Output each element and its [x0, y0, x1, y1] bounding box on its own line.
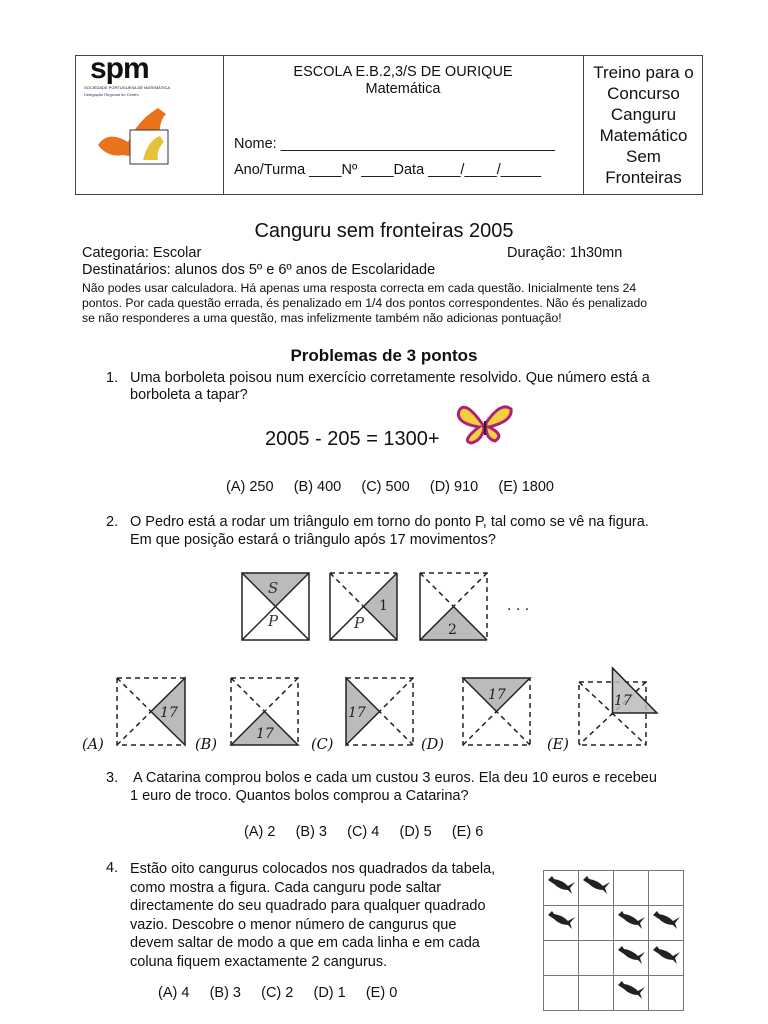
- question-text: Em que posição estará o triângulo após 17 movimentos?: [130, 532, 496, 548]
- kangaroo-icon: [651, 909, 681, 931]
- ellipsis: . . .: [507, 598, 530, 614]
- subject: Matemática: [365, 81, 441, 97]
- grid-cell: [544, 906, 579, 941]
- question-number: 4.: [106, 860, 119, 876]
- category: Categoria: Escolar: [82, 245, 202, 261]
- spm-logo: [76, 52, 224, 194]
- contest-line: Canguru: [610, 105, 677, 124]
- question-text: directamente do seu quadrado para qualquer quadrado: [130, 898, 486, 914]
- question-number: 2.: [106, 514, 119, 530]
- grid-cell: [614, 976, 649, 1011]
- option-e: (E): [547, 737, 569, 753]
- kangaroo-icon: [616, 979, 646, 1001]
- question-text: A Catarina comprou bolos e cada um custou 3 euros. Ela deu 10 euros e recebeu: [133, 770, 657, 786]
- answer-options: (A) 2 (B) 3 (C) 4 (D) 5 (E) 6: [244, 824, 484, 840]
- label-s: S: [268, 579, 279, 597]
- rotation-figure: [0, 560, 768, 760]
- rules-line: pontos. Por cada questão errada, és penalizado em 1/4 dos pontos correspondentes. Não és penalizado: [82, 296, 648, 310]
- contest-line: Matemático: [599, 126, 688, 145]
- question-text: vazio. Descobre o menor número de cangurus que: [130, 916, 457, 933]
- grid-cell: [544, 871, 579, 906]
- kangaroo-icon: [581, 874, 611, 896]
- contest-line: Fronteiras: [605, 168, 682, 187]
- grid-cell: [544, 941, 579, 976]
- kangaroo-icon: [616, 909, 646, 931]
- kangaroo-icon: [616, 944, 646, 966]
- option-a: (A): [82, 737, 104, 753]
- grid-cell: [614, 941, 649, 976]
- equation: 2005 - 205 = 1300+: [265, 428, 440, 450]
- grid-cell: [579, 906, 614, 941]
- answer-options: (A) 4 (B) 3 (C) 2 (D) 1 (E) 0: [158, 985, 398, 1001]
- page-title: Canguru sem fronteiras 2005: [254, 220, 514, 242]
- grid-cell: [649, 906, 684, 941]
- answer-options: (A) 250 (B) 400 (C) 500 (D) 910 (E) 1800: [226, 479, 554, 495]
- kangaroo-grid: [543, 870, 684, 1011]
- grid-cell: [544, 976, 579, 1011]
- label-17: 17: [160, 705, 178, 721]
- grid-cell: [614, 871, 649, 906]
- question-text: O Pedro está a rodar um triângulo em torno do ponto P, tal como se vê na figura.: [130, 514, 649, 530]
- label-17: 17: [614, 693, 632, 709]
- grid-cell: [579, 871, 614, 906]
- rules-line: Não podes usar calculadora. Há apenas uma resposta correcta em cada questão. Inicialmente tens 24: [82, 281, 637, 295]
- question-number: 1.: [106, 370, 119, 386]
- butterfly-icon: [455, 403, 515, 445]
- kangaroo-icon: [546, 874, 576, 896]
- contest-line: Treino para o: [593, 63, 694, 82]
- label-17: 17: [256, 726, 274, 742]
- school-name: ESCOLA E.B.2,3/S DE OURIQUE: [293, 64, 513, 80]
- rules-line: se não responderes a uma questão, mas infelizmente também não adicionas pontuação!: [82, 311, 562, 325]
- question-text: Uma borboleta poisou num exercício corretamente resolvido. Que número está a: [130, 370, 650, 386]
- grid-cell: [579, 941, 614, 976]
- kangaroo-icon: [546, 909, 576, 931]
- label-17: 17: [488, 687, 506, 703]
- question-number: 3.: [106, 770, 119, 786]
- option-d: (D): [421, 737, 444, 753]
- contest-title: [583, 56, 703, 194]
- option-c: (C): [311, 737, 334, 753]
- label-2: 2: [448, 622, 457, 638]
- option-b: (B): [195, 737, 217, 753]
- header-table: [75, 52, 703, 195]
- grid-cell: [649, 941, 684, 976]
- logo-sub2: Delegação Regional do Centro: [84, 92, 139, 97]
- logo-sub: SOCIEDADE PORTUGUESA DE MATEMÁTICA: [84, 85, 171, 90]
- label-17: 17: [348, 705, 366, 721]
- label-1: 1: [379, 598, 388, 614]
- question-text: Estão oito cangurus colocados nos quadrados da tabela,: [130, 861, 496, 877]
- contest-line: Sem: [626, 147, 661, 166]
- logo-text: spm: [90, 52, 149, 85]
- grid-cell: [649, 976, 684, 1011]
- class-date-field[interactable]: Ano/Turma ____Nº ____Data ____/____/_____: [234, 162, 542, 178]
- contest-line: Concurso: [607, 84, 680, 103]
- audience: Destinatários: alunos dos 5º e 6º anos de Escolaridade: [82, 262, 436, 278]
- question-text: coluna fiquem exactamente 2 cangurus.: [130, 953, 388, 970]
- duration: Duração: 1h30mn: [507, 245, 623, 261]
- label-p: P: [268, 612, 279, 630]
- kangaroo-icon: [651, 944, 681, 966]
- name-field[interactable]: Nome: __________________________________: [234, 136, 555, 152]
- section-heading: Problemas de 3 pontos: [290, 346, 478, 365]
- label-p: P: [354, 614, 365, 632]
- grid-cell: [579, 976, 614, 1011]
- grid-cell: [649, 871, 684, 906]
- kangaroo-logo-icon: [88, 100, 178, 170]
- grid-cell: [614, 906, 649, 941]
- question-text: borboleta a tapar?: [130, 387, 248, 403]
- question-text: como mostra a figura. Cada canguru pode saltar: [130, 879, 442, 896]
- question-text: devem saltar de modo a que em cada linha e em cada: [130, 935, 480, 951]
- question-text: 1 euro de troco. Quantos bolos comprou a Catarina?: [130, 788, 469, 804]
